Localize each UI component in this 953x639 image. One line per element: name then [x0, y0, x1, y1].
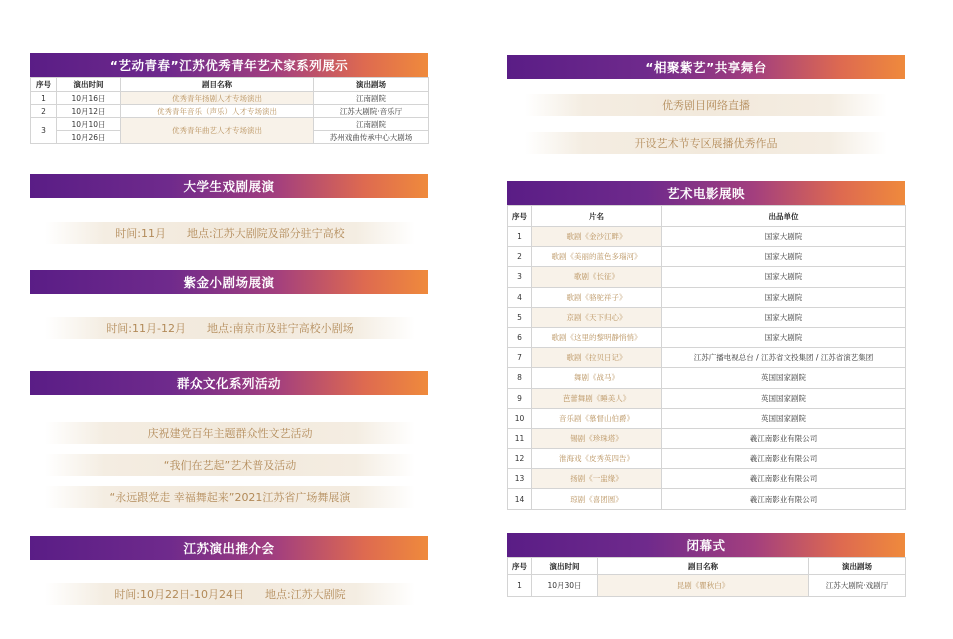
row-no: 3 [508, 267, 532, 287]
promotion-info: 时间:10月22日-10月24日 地点:江苏大剧院 [45, 583, 415, 605]
table-row [31, 105, 429, 118]
table-row [508, 247, 906, 267]
row-producer: 国家大剧院 [662, 227, 906, 247]
header-film: 片名 [532, 206, 662, 227]
row-venue: 江苏大剧院·戏剧厅 [809, 575, 906, 597]
table-row [508, 408, 906, 428]
section-title-performance-promotion: 江苏演出推介会 [30, 536, 428, 560]
row-no: 1 [508, 575, 532, 597]
student-drama-info: 时间:11月 地点:江苏大剧院及部分驻宁高校 [45, 222, 415, 244]
row-film: 淮海戏《皮秀英四告》 [532, 449, 662, 469]
row-no: 8 [508, 368, 532, 388]
row-no: 12 [508, 449, 532, 469]
row-film: 京剧《天下归心》 [532, 307, 662, 327]
table-row [508, 327, 906, 347]
header-date: 演出时间 [57, 78, 121, 92]
header-no: 序号 [31, 78, 57, 92]
row-producer: 英国国家剧院 [662, 388, 906, 408]
row-producer: 英国国家剧院 [662, 408, 906, 428]
row-program: 优秀青年音乐（声乐）人才专场演出 [121, 105, 314, 118]
row-program: 昆剧《瞿秋白》 [598, 575, 809, 597]
row-no: 10 [508, 408, 532, 428]
row-film: 舞剧《战马》 [532, 368, 662, 388]
section-title-closing-ceremony: 闭幕式 [507, 533, 905, 557]
section-title-student-drama: 大学生戏剧展演 [30, 174, 428, 198]
row-no: 11 [508, 428, 532, 448]
row-producer: 国家大剧院 [662, 287, 906, 307]
row-producer: 羲江南影业有限公司 [662, 449, 906, 469]
table-row [508, 267, 906, 287]
table-row [508, 368, 906, 388]
row-film: 歌剧《金沙江畔》 [532, 227, 662, 247]
row-no: 5 [508, 307, 532, 327]
shared-stage-item: 开设艺术节专区展播优秀作品 [525, 132, 887, 154]
mass-culture-item: “永远跟党走 幸福舞起来”2021江苏省广场舞展演 [45, 486, 415, 508]
header-venue: 演出剧场 [314, 78, 429, 92]
row-film: 歌剧《长征》 [532, 267, 662, 287]
table-row [31, 92, 429, 105]
section-title-shared-stage: “相聚紫艺”共享舞台 [507, 55, 905, 79]
row-no: 1 [508, 227, 532, 247]
header-producer: 出品单位 [662, 206, 906, 227]
table-header-row [31, 78, 429, 92]
row-film: 歌剧《这里的黎明静悄悄》 [532, 327, 662, 347]
row-no: 2 [31, 105, 57, 118]
row-no: 9 [508, 388, 532, 408]
row-producer: 国家大剧院 [662, 267, 906, 287]
table-row [508, 227, 906, 247]
header-venue: 演出剧场 [809, 558, 906, 575]
section-title-youth-artists: “艺动青春”江苏优秀青年艺术家系列展示 [30, 53, 428, 77]
row-no: 7 [508, 348, 532, 368]
section-title-art-film: 艺术电影展映 [507, 181, 905, 205]
row-date: 10月12日 [57, 105, 121, 118]
table-header-row [508, 206, 906, 227]
youth-artists-table [30, 77, 429, 144]
row-venue: 江南剧院 [314, 92, 429, 105]
closing-ceremony-table [507, 557, 906, 597]
row-no: 13 [508, 469, 532, 489]
row-film: 歌剧《拉贝日记》 [532, 348, 662, 368]
row-no: 4 [508, 287, 532, 307]
table-row [508, 348, 906, 368]
row-film: 歌剧《美丽的蓝色多瑙河》 [532, 247, 662, 267]
table-row [508, 307, 906, 327]
row-venue: 苏州戏曲传承中心大剧场 [314, 131, 429, 144]
row-producer: 国家大剧院 [662, 307, 906, 327]
table-row [508, 489, 906, 509]
row-producer: 江苏广播电视总台 / 江苏省文投集团 / 江苏省演艺集团 [662, 348, 906, 368]
table-row [508, 388, 906, 408]
small-theater-info: 时间:11月-12月 地点:南京市及驻宁高校小剧场 [45, 317, 415, 339]
table-row [508, 287, 906, 307]
art-film-table [507, 205, 906, 510]
header-no: 序号 [508, 206, 532, 227]
row-film: 琼剧《喜团圆》 [532, 489, 662, 509]
row-no: 14 [508, 489, 532, 509]
mass-culture-item: “我们在艺起”艺术普及活动 [45, 454, 415, 476]
row-date: 10月30日 [532, 575, 598, 597]
header-date: 演出时间 [532, 558, 598, 575]
row-date: 10月16日 [57, 92, 121, 105]
row-film: 歌剧《骆驼祥子》 [532, 287, 662, 307]
row-producer: 国家大剧院 [662, 247, 906, 267]
header-no: 序号 [508, 558, 532, 575]
row-producer: 国家大剧院 [662, 327, 906, 347]
row-program: 优秀青年扬剧人才专场演出 [121, 92, 314, 105]
row-program: 优秀青年曲艺人才专场演出 [121, 118, 314, 144]
table-row [508, 469, 906, 489]
table-row [31, 118, 429, 131]
row-producer: 英国国家剧院 [662, 368, 906, 388]
section-title-mass-culture: 群众文化系列活动 [30, 371, 428, 395]
row-no: 2 [508, 247, 532, 267]
row-venue: 江苏大剧院·音乐厅 [314, 105, 429, 118]
mass-culture-item: 庆祝建党百年主题群众性文艺活动 [45, 422, 415, 444]
row-producer: 羲江南影业有限公司 [662, 469, 906, 489]
table-row [508, 575, 906, 597]
row-no: 1 [31, 92, 57, 105]
row-film: 扬剧《一盅缘》 [532, 469, 662, 489]
table-header-row [508, 558, 906, 575]
shared-stage-item: 优秀剧目网络直播 [525, 94, 887, 116]
row-producer: 羲江南影业有限公司 [662, 428, 906, 448]
table-row [508, 428, 906, 448]
table-row [508, 449, 906, 469]
row-film: 音乐剧《慕督山伯爵》 [532, 408, 662, 428]
row-producer: 羲江南影业有限公司 [662, 489, 906, 509]
header-program: 剧目名称 [598, 558, 809, 575]
row-date: 10月10日 [57, 118, 121, 131]
row-film: 锡剧《珍珠塔》 [532, 428, 662, 448]
header-program: 剧目名称 [121, 78, 314, 92]
section-title-zijin-small-theater: 紫金小剧场展演 [30, 270, 428, 294]
row-no: 3 [31, 118, 57, 144]
row-venue: 江南剧院 [314, 118, 429, 131]
row-film: 芭蕾舞剧《睡美人》 [532, 388, 662, 408]
row-date: 10月26日 [57, 131, 121, 144]
row-no: 6 [508, 327, 532, 347]
